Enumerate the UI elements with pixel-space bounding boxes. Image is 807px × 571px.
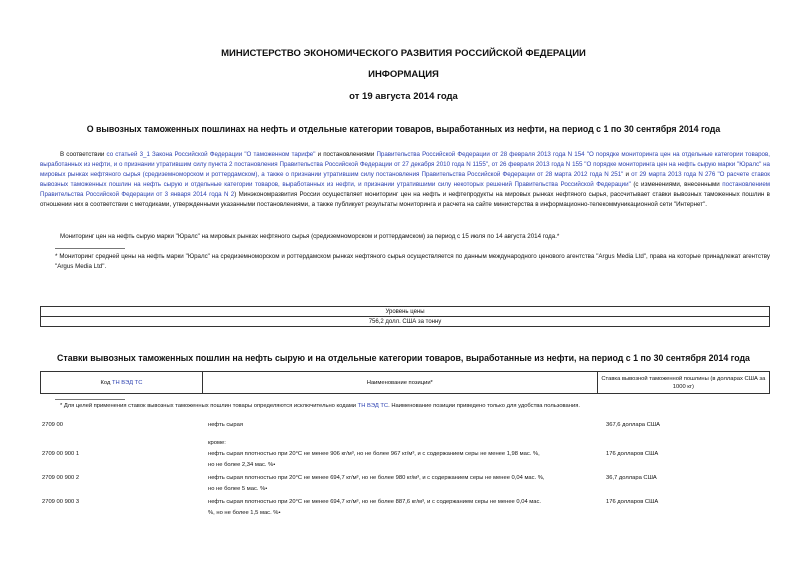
row-5-name-cont: %, но не более 1,5 мас. %• (208, 510, 281, 516)
intro-text-3: , (488, 161, 492, 168)
row-3-code: 2709 00 900 1 (42, 451, 80, 457)
rates-header (40, 371, 770, 394)
resolution-276-link[interactable]: от 29 марта 2013 года N 276 "О расчете ставок вывозных таможенных пошлин на нефть сырую и отдельные категории товаров, выработанных из нефти, и признании утратившими силу некоторых решений Правительства Российской Федерации" (40, 171, 770, 188)
price-label: Уровень цены (41, 307, 770, 317)
ministry-heading: МИНИСТЕРСТВО ЭКОНОМИЧЕСКОГО РАЗВИТИЯ РОССИЙСКОЙ ФЕДЕРАЦИИ (221, 48, 586, 59)
resolution-154-link[interactable]: Правительства Российской Федерации от 28 февраля 2013 года N 154 "О порядке мониторинга цен на отдельные категории товаров, выработанных из нефти, и о признании утратившим силу пункта 2 постановления Правительства Российской Федерации от 27 декабря 2010 года N 1155" (40, 151, 770, 168)
intro-paragraph (40, 150, 770, 210)
row-4-rate: 36,7 доллара США (606, 475, 657, 481)
column-name: Наименование позиции* (202, 372, 597, 394)
column-code-prefix: Код (100, 379, 112, 386)
intro-text-2: и постановлениями (315, 151, 377, 158)
price-value: 756,2 долл. США за тонну (41, 317, 770, 327)
intro-text-6: ) Минэкономразвития России осуществляет мониторинг цен на нефть и нефтепродукты на мировых рынках нефтяного сырья, рассчитывает ставки вывозных таможенных пошлин в отношении них в соответствии с методиками, утвержденными указанными постановлениями, а также публикует результаты мониторинга и расчета на сайте министерства в информационно-телекоммуникационной сети "Интернет". (40, 191, 770, 208)
monitoring-text: Мониторинг цен на нефть сырую марки "Юралс" на мировых рынках нефтяного сырья (средиземноморском и роттердамском) за период с 15 июля по 14 августа 2014 года.* (60, 233, 560, 240)
row-3-name: нефть сырая плотностью при 20°С не менее 906 кг/м³, но не более 967 кг/м³, и с содержанием серы не менее 1,98 мас. %, (208, 451, 540, 457)
note-prefix: * Для целей применения ставок вывозных таможенных пошлин товары определяются исключительно кодами (60, 403, 358, 409)
row-1-code: 2709 00 (42, 422, 63, 428)
column-code (41, 372, 203, 394)
row-5-name: нефть сырая плотностью при 20°С не менее 694,7 кг/м³, но не более 887,6 кг/м³, и с содержанием серы не менее 0,04 мас. (208, 499, 541, 505)
row-5-code: 2709 00 900 3 (42, 499, 80, 505)
rates-title: Ставки вывозных таможенных пошлин на нефть сырую и на отдельные категории товаров, выработанные из нефти, на период с 1 по 30 сентября 2014 года (57, 353, 750, 363)
row-5-rate: 176 долларов США (606, 499, 659, 505)
column-rate: Ставка вывозной таможенной пошлины (в долларах США за 1000 кг) (597, 372, 769, 394)
row-3-name-cont: но не более 2,34 мас. %• (208, 462, 276, 468)
note-tn-ved-link[interactable]: ТН ВЭД ТС (357, 403, 389, 409)
footnote: * Мониторинг средней цены на нефть марки "Юралс" на средиземноморском и роттердамском рынках нефтяного сырья осуществляется по данным международного ценового агентства "Argus Media Ltd", права на которые принадлежат агентству "Argus Media Ltd". (55, 253, 770, 270)
note-suffix: . Наименование позиции приведено только для удобства пользования. (388, 403, 580, 409)
intro-text-4: и (623, 171, 632, 178)
row-2-name: кроме: (208, 440, 226, 446)
footnote-divider (55, 248, 125, 249)
note-divider (55, 399, 125, 400)
row-3-rate: 176 долларов США (606, 451, 659, 457)
row-4-name: нефть сырая плотностью при 20°С не менее 694,7 кг/м³, но не более 980 кг/м³, и с содержанием серы не менее 0,04 мас. %, (208, 475, 545, 481)
resolution-2-link[interactable]: постановлением Правительства Российской Федерации от 3 января 2014 года N 2 (40, 181, 771, 198)
document-type: ИНФОРМАЦИЯ (368, 69, 439, 80)
tn-ved-link[interactable]: ТН ВЭД ТС (111, 379, 143, 386)
document-title: О вывозных таможенных пошлинах на нефть и отдельные категории товаров, выработанных из нефти, на период с 1 по 30 сентября 2014 года (86, 124, 721, 134)
intro-text-5: (с изменениями, внесенными (630, 181, 723, 188)
rates-note (60, 401, 760, 412)
resolution-155-link[interactable]: от 26 февраля 2013 года N 155 "О порядке мониторинга цен на нефть сырую марки "Юралс" на мировых рынках нефтяного сырья (средиземноморском и роттердамском), а также о признании утратившим силу постановления Правительства Российской Федерации от 28 марта 2012 года N 251" (40, 161, 770, 178)
intro-text-1: В соответствии (60, 151, 107, 158)
monitoring-paragraph (40, 232, 770, 242)
law-link[interactable]: со статьей 3_1 Закона Российской Федерации "О таможенном тарифе" (106, 151, 316, 158)
row-4-name-cont: но не более 5 мас. %• (208, 486, 268, 492)
row-1-name: нефть сырая (208, 422, 244, 428)
row-1-rate: 367,6 доллара США (606, 422, 661, 428)
row-4-code: 2709 00 900 2 (42, 475, 80, 481)
price-box (40, 306, 770, 327)
document-date: от 19 августа 2014 года (349, 91, 458, 102)
